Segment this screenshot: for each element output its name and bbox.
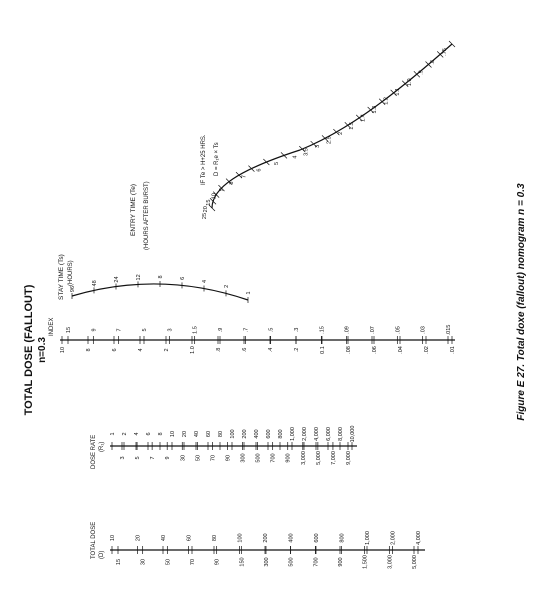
stay-time-label: 24 (114, 276, 120, 283)
entry-time-label: .9 (418, 70, 425, 75)
total-dose-left-label: 800 (339, 533, 346, 543)
dose-rate-left-label: 40 (194, 430, 200, 438)
dose-rate-left-label: 2,000 (302, 427, 308, 441)
nomogram-title: TOTAL DOSE (FALLOUT) (23, 284, 35, 416)
dose-rate-left-label: 10,000 (350, 425, 356, 443)
dose-rate-left-label: 1 (110, 432, 116, 436)
entry-time-label: 4 (292, 155, 299, 159)
total-dose-left-label: 200 (263, 533, 269, 543)
entry-time-label: 9 (219, 188, 226, 192)
dose-rate-label: DOSE RATE (91, 434, 97, 469)
dose-rate-left-label: 8 (158, 432, 164, 436)
entry-time-label: 10 (211, 193, 218, 200)
total-dose-left-label: 400 (288, 533, 295, 543)
total-dose-symbol: (D) (99, 550, 105, 559)
index-left-label: 1.0 (190, 346, 196, 354)
total-dose-right-label: 90 (214, 558, 221, 566)
dose-rate-right-label: 70 (210, 454, 217, 462)
total-dose-right-label: 30 (140, 558, 147, 566)
index-right-label: 15 (66, 326, 72, 334)
dose-rate-right-label: 900 (285, 453, 292, 463)
index-right-label: .3 (294, 327, 300, 333)
index-left-label: .01 (450, 346, 456, 354)
index-right-label: .015 (446, 324, 452, 336)
index-left-label: .6 (242, 347, 248, 353)
entry-time-label: 1.3 (372, 105, 379, 114)
entry-time-label: 25 (202, 212, 208, 220)
entry-time-tick (263, 159, 269, 165)
dose-rate-right-label: 300 (240, 453, 247, 463)
dose-rate-right-label: 500 (255, 453, 262, 463)
dose-rate-left-label: 20 (182, 430, 188, 438)
index-right-label: 1.5 (192, 326, 199, 334)
total-dose-left-label: 60 (186, 534, 193, 542)
index-left-label: .2 (294, 347, 300, 353)
note-line-2: D = R₁e × Ts (214, 142, 220, 176)
stay-time-label: 12 (136, 274, 142, 281)
total-dose-right-label: 700 (313, 557, 320, 567)
index-right-label: .9 (218, 327, 224, 333)
dose-rate-left-label: 800 (278, 429, 284, 439)
entry-time-label: .8 (430, 60, 437, 65)
index-right-label: .15 (319, 326, 326, 334)
total-dose-right-label: 3,000 (387, 555, 394, 569)
index-left-label: .8 (216, 347, 222, 353)
total-dose-right-label: 5,000 (412, 555, 418, 569)
dose-rate-right-label: 7 (150, 456, 157, 460)
index-right-label: .07 (370, 326, 376, 334)
entry-time-label: 1.1 (395, 87, 402, 96)
total-dose-left-label: 4,000 (416, 531, 422, 545)
stay-time-label: 6 (180, 276, 186, 280)
entry-time-label: 1.4 (360, 114, 367, 122)
index-left-label: 0.1 (320, 346, 326, 354)
stay-time-label: STAY TIME (Ts) (58, 254, 65, 300)
stay-time-units: (HOURS) (68, 260, 74, 286)
index-left-label: 8 (86, 348, 92, 352)
stay-time-label: 2 (224, 284, 230, 288)
total-dose-left-label: 600 (314, 533, 320, 543)
dose-rate-right-label: 3,000 (300, 451, 307, 465)
entry-time-label: 2.5 (326, 136, 333, 144)
stay-time-label: 96 (70, 285, 76, 293)
dose-rate-right-label: 5,000 (315, 451, 322, 465)
dose-rate-left-label: 60 (206, 430, 212, 438)
index-left-label: .06 (372, 346, 378, 354)
dose-rate-right-label: 7,000 (330, 451, 337, 465)
entry-time-label: 1.0 (406, 78, 413, 87)
total-dose-left-label: 1,000 (365, 531, 371, 545)
index-right-label: .03 (420, 326, 427, 334)
total-dose-right-label: 900 (338, 557, 344, 567)
stay-time-label: 1 (246, 291, 252, 295)
figure-caption: Figure E 27. Total doxe (fallout) nomogram n = 0.3 (516, 183, 527, 421)
stay-time-label: 48 (92, 280, 98, 287)
entry-time-label: ENTRY TIME (Te) (130, 183, 137, 236)
dose-rate-right-label: 9 (165, 456, 172, 460)
index-left-label: 10 (60, 346, 66, 354)
dose-rate-left-label: 4 (134, 432, 140, 436)
dose-rate-right-label: 5 (135, 456, 142, 460)
dose-rate-left-label: 6,000 (326, 427, 332, 441)
dose-rate-right-label: 700 (270, 453, 277, 463)
dose-rate-left-label: 4,000 (314, 427, 320, 441)
index-left-label: .4 (268, 347, 274, 353)
dose-rate-left-label: 80 (218, 430, 224, 438)
index-right-label: 9 (91, 328, 98, 332)
total-dose-right-label: 300 (264, 557, 270, 567)
index-right-label: .5 (268, 327, 275, 333)
index-left-label: .04 (398, 346, 404, 354)
dose-rate-left-label: 200 (242, 429, 248, 439)
total-dose-left-label: 40 (161, 534, 167, 542)
stay-time-label: 4 (202, 279, 208, 284)
total-dose-right-label: 70 (190, 558, 196, 566)
entry-time-label: 3.5 (303, 148, 310, 156)
total-dose-right-label: 150 (239, 557, 246, 567)
index-right-label: .09 (344, 326, 351, 334)
index-left-label: 2 (164, 348, 170, 352)
entry-time-label: 6 (256, 168, 263, 172)
dose-rate-right-label: 30 (180, 454, 187, 462)
dose-rate-left-label: 10 (170, 430, 176, 438)
entry-time-label: 1.2 (383, 97, 390, 105)
dose-rate-symbol: (R₁) (99, 441, 105, 452)
total-dose-left-label: 100 (237, 533, 244, 543)
index-label: INDEX (49, 317, 55, 336)
entry-time-label: 15 (206, 199, 213, 206)
dose-rate-left-label: 400 (254, 429, 260, 439)
index-left-label: .08 (346, 346, 352, 354)
index-left-label: .02 (424, 346, 430, 354)
dose-rate-right-label: 90 (225, 454, 232, 462)
dose-rate-left-label: 2 (122, 432, 128, 436)
entry-time-label: 1.5 (349, 122, 356, 130)
total-dose-left-label: 2,000 (390, 531, 397, 545)
index-right-label: 5 (142, 328, 148, 332)
total-dose-right-label: 1,500 (362, 555, 369, 569)
total-dose-right-label: 500 (288, 557, 295, 567)
dose-rate-right-label: 9,000 (346, 451, 352, 465)
total-dose-right-label: 15 (116, 558, 122, 566)
entry-time-tick (248, 166, 254, 172)
entry-time-label: 20 (203, 206, 210, 213)
index-right-label: .05 (395, 326, 402, 334)
dose-rate-left-label: 100 (230, 429, 236, 439)
total-dose-left-label: 10 (110, 534, 116, 542)
stay-time-label: 8 (158, 275, 164, 279)
index-left-label: 6 (112, 348, 118, 352)
dose-rate-right-label: 50 (195, 454, 202, 462)
index-left-label: 4 (138, 348, 144, 352)
index-right-label: 7 (116, 328, 123, 332)
dose-rate-left-label: 600 (266, 429, 272, 439)
note-line-1: IF Te > H+25 HRS. (201, 134, 207, 185)
dose-rate-left-label: 1,000 (290, 427, 296, 441)
total-dose-right-label: 50 (165, 558, 172, 566)
dose-rate-right-label: 3 (120, 456, 126, 460)
dose-rate-left-label: 6 (146, 432, 152, 436)
entry-time-tick (281, 152, 287, 158)
entry-time-label: 5 (273, 161, 280, 165)
total-dose-left-label: 80 (212, 534, 218, 542)
dose-rate-left-label: 8,000 (338, 427, 344, 441)
entry-time-label: 2 (337, 131, 344, 135)
index-right-label: 3 (167, 328, 174, 332)
entry-time-units: (HOURS AFTER BURST) (144, 181, 150, 250)
index-right-label: .7 (243, 327, 250, 333)
entry-time-scale-curve (212, 44, 452, 208)
nomogram-subtitle: n=0.3 (37, 337, 48, 363)
entry-time-label: 7 (241, 175, 248, 179)
entry-time-label: 8 (229, 181, 236, 185)
entry-time-label: .75 (442, 48, 448, 56)
total-dose-label: TOTAL DOSE (91, 521, 97, 559)
entry-time-label: 3 (315, 144, 322, 148)
total-dose-left-label: 20 (135, 534, 142, 542)
